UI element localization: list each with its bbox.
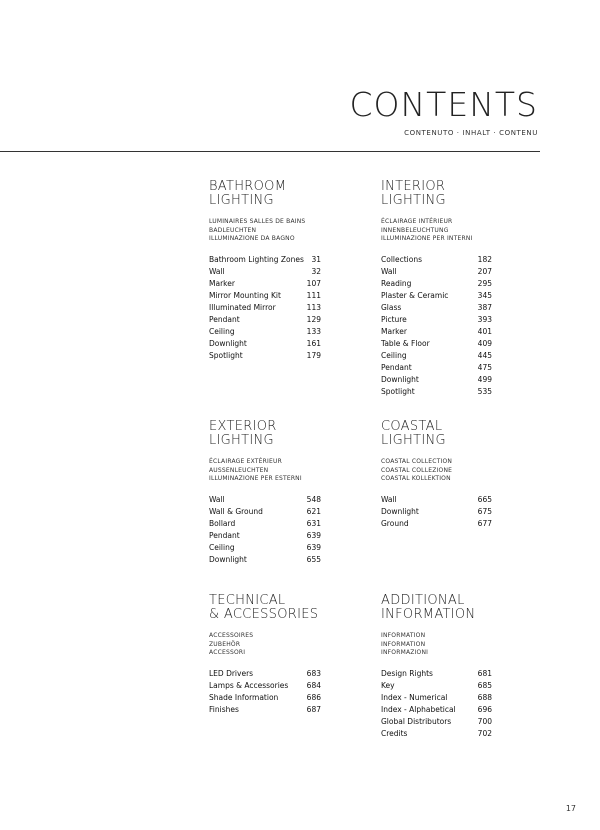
toc-entry[interactable]: Pendant 129: [209, 314, 321, 324]
toc-entry[interactable]: Wall 32: [209, 266, 321, 276]
toc-entry[interactable]: Wall & Ground 621: [209, 506, 321, 516]
toc-entry[interactable]: Marker 107: [209, 278, 321, 288]
toc-entry[interactable]: Picture 393: [381, 314, 492, 324]
header-divider: [0, 151, 540, 152]
toc-entry[interactable]: Ground 677: [381, 518, 492, 528]
toc-entry[interactable]: Finishes 687: [209, 704, 321, 714]
entry-list: [381, 254, 492, 398]
toc-entry[interactable]: Credits 702: [381, 728, 492, 738]
toc-entry[interactable]: Bollard 631: [209, 518, 321, 528]
section-translations: ÉCLAIRAGE EXTÉRIEUR AUSSENLEUCHTEN ILLUMINAZIONE PER ESTERNI: [209, 458, 302, 482]
toc-entry[interactable]: Spotlight 179: [209, 350, 321, 360]
contents-header: [349, 85, 538, 137]
toc-entry[interactable]: Design Rights 681: [381, 668, 492, 678]
section-translations: ACCESSOIRES ZUBEHÖR ACCESSORI: [209, 632, 254, 656]
section-title: BATHROOM LIGHTING: [209, 179, 287, 208]
entry-list: [381, 494, 492, 530]
section-translations: LUMINAIRES SALLES DE BAINS BADLEUCHTEN ILLUMINAZIONE DA BAGNO: [209, 218, 306, 242]
toc-entry[interactable]: Table & Floor 409: [381, 338, 492, 348]
toc-entry[interactable]: Ceiling 639: [209, 542, 321, 552]
section-title: INTERIOR LIGHTING: [381, 179, 446, 208]
toc-entry[interactable]: Wall 665: [381, 494, 492, 504]
entry-list: [209, 254, 321, 362]
page-title: CONTENTS: [349, 85, 538, 124]
section-title: COASTAL LIGHTING: [381, 419, 446, 448]
toc-entry[interactable]: Key 685: [381, 680, 492, 690]
page-number: 17: [565, 804, 576, 813]
toc-entry[interactable]: LED Drivers 683: [209, 668, 321, 678]
section-title: ADDITIONAL INFORMATION: [381, 593, 476, 622]
toc-entry[interactable]: Spotlight 535: [381, 386, 492, 396]
section-translations: ÉCLAIRAGE INTÉRIEUR INNENBELEUCHTUNG ILLUMINAZIONE PER INTERNI: [381, 218, 473, 242]
toc-entry[interactable]: Ceiling 445: [381, 350, 492, 360]
section-translations: COASTAL COLLECTION COASTAL COLLEZIONE COASTAL KOLLEKTION: [381, 458, 453, 482]
section-additional-information: [381, 594, 496, 740]
toc-entry[interactable]: Pendant 639: [209, 530, 321, 540]
section-exterior-lighting: [209, 420, 324, 566]
toc-entry[interactable]: Wall 548: [209, 494, 321, 504]
section-title: TECHNICAL & ACCESSORIES: [209, 593, 319, 622]
toc-entry[interactable]: Collections 182: [381, 254, 492, 264]
toc-entry[interactable]: Global Distributors 700: [381, 716, 492, 726]
section-technical-accessories: [209, 594, 324, 716]
entry-list: [381, 668, 492, 740]
page-subtitle: CONTENUTO · INHALT · CONTENU: [404, 129, 538, 137]
toc-entry[interactable]: Illuminated Mirror 113: [209, 302, 321, 312]
toc-entry[interactable]: Glass 387: [381, 302, 492, 312]
toc-entry[interactable]: Downlight 161: [209, 338, 321, 348]
section-translations: INFORMATION INFORMATION INFORMAZIONI: [381, 632, 429, 656]
toc-entry[interactable]: Lamps & Accessories 684: [209, 680, 321, 690]
toc-entry[interactable]: Shade Information 686: [209, 692, 321, 702]
toc-entry[interactable]: Plaster & Ceramic 345: [381, 290, 492, 300]
entry-list: [209, 494, 321, 566]
toc-entry[interactable]: Index - Alphabetical 696: [381, 704, 492, 714]
toc-entry[interactable]: Marker 401: [381, 326, 492, 336]
toc-entry[interactable]: Bathroom Lighting Zones 31: [209, 254, 321, 264]
section-coastal-lighting: [381, 420, 496, 530]
toc-entry[interactable]: Index - Numerical 688: [381, 692, 492, 702]
section-title: EXTERIOR LIGHTING: [209, 419, 277, 448]
toc-entry[interactable]: Wall 207: [381, 266, 492, 276]
toc-entry[interactable]: Reading 295: [381, 278, 492, 288]
section-interior-lighting: [381, 180, 496, 398]
section-bathroom-lighting: [209, 180, 324, 362]
toc-entry[interactable]: Downlight 675: [381, 506, 492, 516]
toc-entry[interactable]: Ceiling 133: [209, 326, 321, 336]
toc-entry[interactable]: Downlight 655: [209, 554, 321, 564]
toc-entry[interactable]: Downlight 499: [381, 374, 492, 384]
toc-entry[interactable]: Pendant 475: [381, 362, 492, 372]
toc-entry[interactable]: Mirror Mounting Kit 111: [209, 290, 321, 300]
entry-list: [209, 668, 321, 716]
